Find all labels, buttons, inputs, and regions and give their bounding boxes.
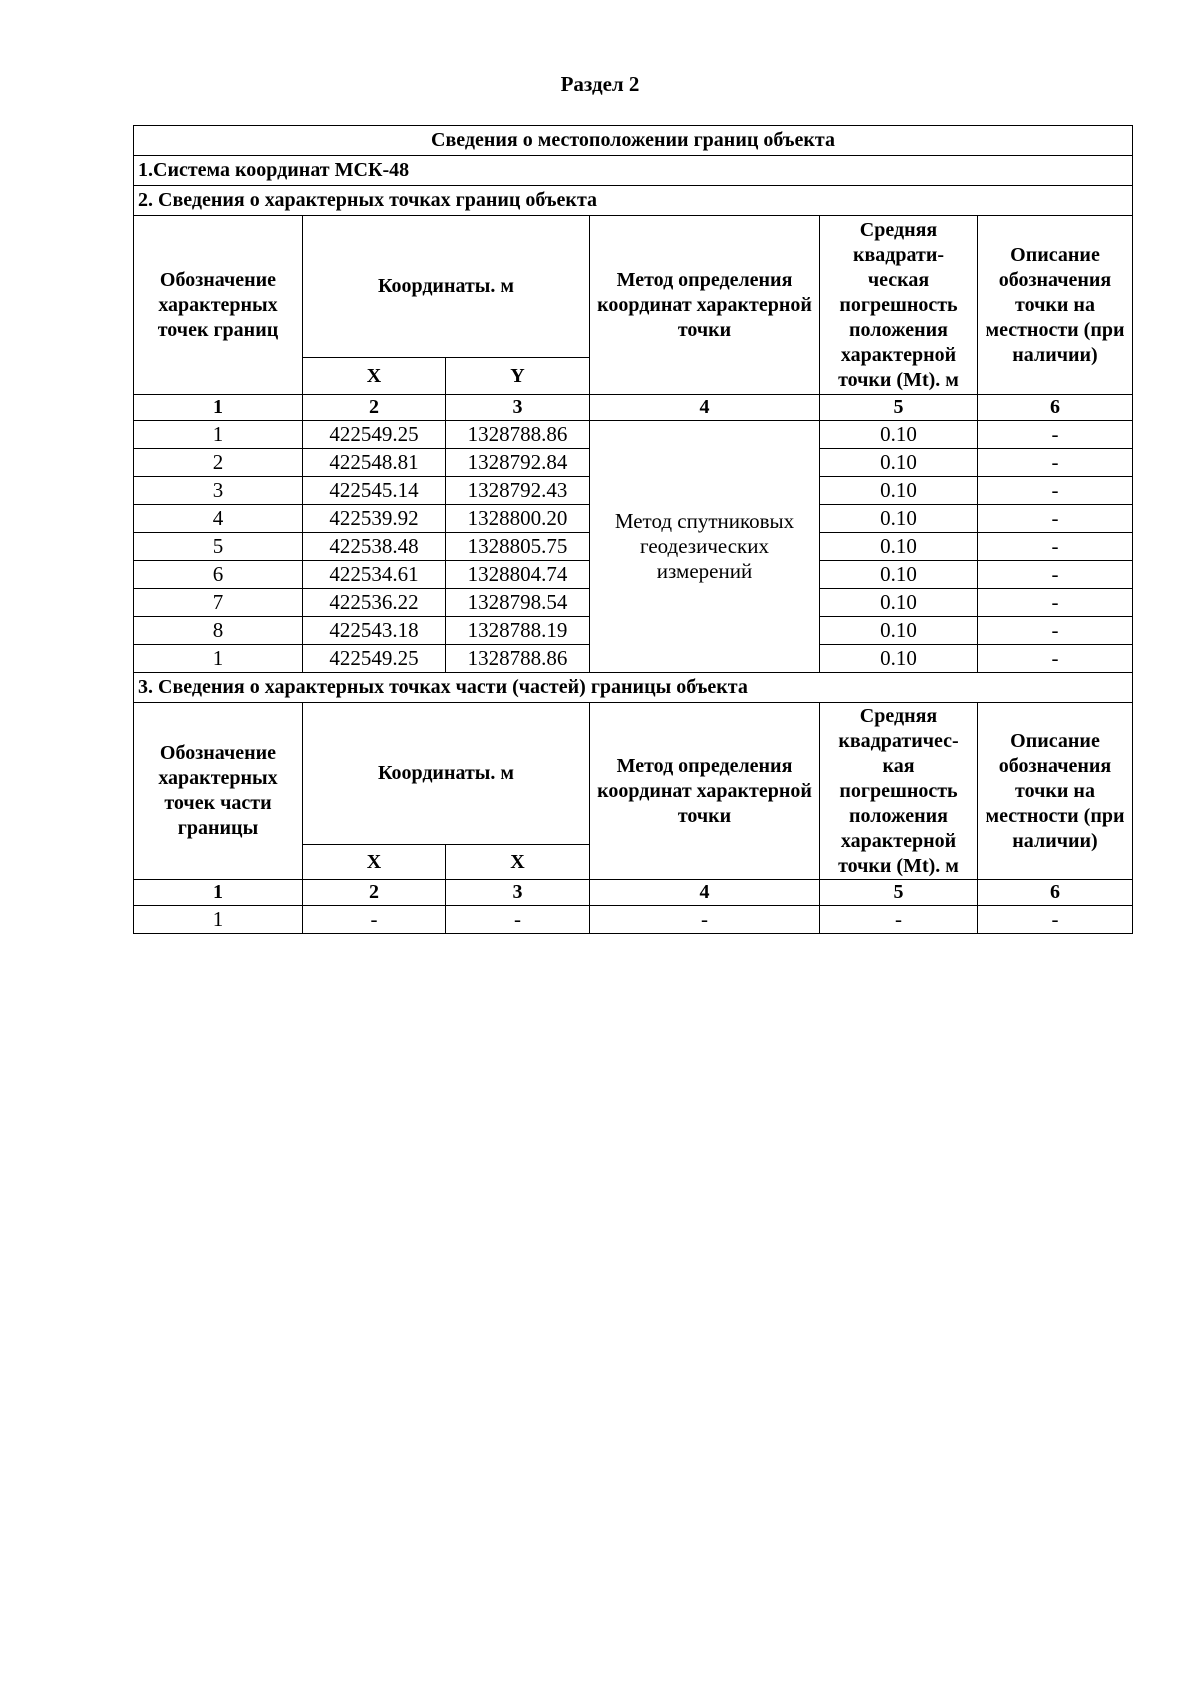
section2-title: 2. Сведения о характерных точках границ объекта [134,186,1133,216]
section-title: Раздел 2 [560,72,640,96]
coord-y: 1328788.19 [446,617,590,645]
method-value: - [590,906,820,934]
point-id: 2 [134,449,303,477]
error-value: 0.10 [820,617,978,645]
error-value: 0.10 [820,589,978,617]
description-value: - [978,421,1133,449]
description-value: - [978,477,1133,505]
coord-x: 422548.81 [303,449,446,477]
coord-y: 1328804.74 [446,561,590,589]
column-number: 6 [978,880,1133,906]
table-row [134,906,1133,934]
header-method: Метод определения координат характерной точки [590,703,820,880]
point-id: 8 [134,617,303,645]
header-description: Описание обозначения точки на местности (при наличии) [978,216,1133,395]
column-number: 3 [446,880,590,906]
header-x: X [303,845,446,880]
table-title: Сведения о местоположении границ объекта [134,126,1133,156]
coord-y: 1328800.20 [446,505,590,533]
description-value: - [978,561,1133,589]
header-error: Средняя квадрати- ческая погрешность положения характерной точки (Mt). м [820,216,978,395]
section3-title: 3. Сведения о характерных точках части (частей) границы объекта [134,673,1133,703]
point-id: 6 [134,561,303,589]
coord-y: 1328792.43 [446,477,590,505]
column-number: 1 [134,395,303,421]
column-number: 4 [590,395,820,421]
point-id: 3 [134,477,303,505]
error-value: 0.10 [820,505,978,533]
coord-x: 422543.18 [303,617,446,645]
table-title-row [134,126,1133,156]
coord-x: 422538.48 [303,533,446,561]
description-value: - [978,645,1133,673]
error-value: 0.10 [820,421,978,449]
error-value: 0.10 [820,645,978,673]
column-number: 5 [820,880,978,906]
header-coordinates: Координаты. м [303,216,590,358]
header-y: Y [446,358,590,395]
column-number: 5 [820,395,978,421]
method-value: Метод спутниковых геодезических измерений [590,421,820,673]
section2-title-row [134,186,1133,216]
description-value: - [978,449,1133,477]
coord-y: 1328805.75 [446,533,590,561]
coord-x: 422545.14 [303,477,446,505]
point-id: 5 [134,533,303,561]
error-value: 0.10 [820,477,978,505]
error-value: 0.10 [820,449,978,477]
coord-y: 1328798.54 [446,589,590,617]
coord-x: 422539.92 [303,505,446,533]
header-y: X [446,845,590,880]
section2-column-numbers [134,395,1133,421]
coord-x: 422549.25 [303,421,446,449]
coord-y: - [446,906,590,934]
point-id: 1 [134,421,303,449]
error-value: 0.10 [820,533,978,561]
description-value: - [978,533,1133,561]
coord-y: 1328788.86 [446,421,590,449]
column-number: 6 [978,395,1133,421]
column-number: 1 [134,880,303,906]
header-point-designation: Обозначение характерных точек части границы [134,703,303,880]
description-value: - [978,906,1133,934]
point-id: 4 [134,505,303,533]
description-value: - [978,505,1133,533]
section3-title-row [134,673,1133,703]
column-number: 4 [590,880,820,906]
coord-y: 1328792.84 [446,449,590,477]
header-coordinates: Координаты. м [303,703,590,845]
column-number: 2 [303,880,446,906]
coord-system-row [134,156,1133,186]
point-id: 7 [134,589,303,617]
section3-header-row [134,703,1133,845]
column-number: 3 [446,395,590,421]
coord-x: 422534.61 [303,561,446,589]
header-description: Описание обозначения точки на местности (при наличии) [978,703,1133,880]
point-id: 1 [134,645,303,673]
description-value: - [978,589,1133,617]
header-method: Метод определения координат характерной точки [590,216,820,395]
coord-x: 422536.22 [303,589,446,617]
header-point-designation: Обозначение характерных точек границ [134,216,303,395]
coord-system: 1.Система координат МСК-48 [134,156,1133,186]
header-x: X [303,358,446,395]
section2-header-row [134,216,1133,358]
column-number: 2 [303,395,446,421]
description-value: - [978,617,1133,645]
header-error: Средняя квадратичес- кая погрешность положения характерной точки (Mt). м [820,703,978,880]
point-id: 1 [134,906,303,934]
coord-y: 1328788.86 [446,645,590,673]
error-value: 0.10 [820,561,978,589]
coord-x: - [303,906,446,934]
table-row [134,421,1133,449]
boundary-coordinates-table [133,125,1133,934]
coord-x: 422549.25 [303,645,446,673]
error-value: - [820,906,978,934]
section3-column-numbers [134,880,1133,906]
